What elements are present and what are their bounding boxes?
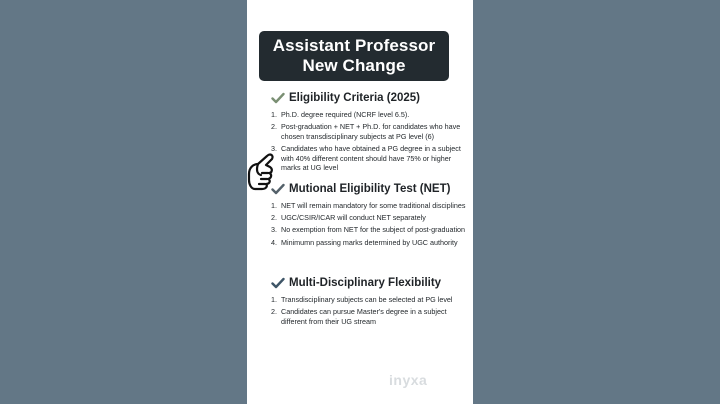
right-background-panel [473, 0, 720, 404]
section-header [271, 181, 467, 197]
section-title: Eligibility Criteria (2025) [289, 92, 421, 104]
item-number: 1. [271, 201, 277, 210]
list-item [271, 213, 467, 223]
item-number: 2. [271, 307, 277, 317]
item-number: 3. [271, 143, 277, 153]
item-number: 4. [271, 237, 277, 247]
list-item [271, 225, 467, 235]
watermark: inyxa [389, 372, 428, 388]
item-text: Minimumn passing marks determined by UGC authority [281, 237, 458, 247]
section-multidisciplinary [271, 275, 467, 329]
item-number: 1. [271, 110, 277, 119]
criteria-list [271, 110, 467, 173]
left-background-panel [0, 0, 247, 404]
list-item [271, 307, 467, 326]
title-line-2: New Change [302, 56, 406, 75]
section-header [271, 275, 467, 291]
section-net [271, 181, 467, 250]
item-number: 1. [271, 295, 277, 304]
section-header [271, 90, 467, 106]
flexibility-list [271, 295, 467, 326]
item-text: UGC/CSIR/ICAR will conduct NET separately [281, 213, 426, 223]
list-item [271, 295, 467, 305]
section-title: Mutional Eligibility Test (NET) [289, 183, 451, 195]
item-text: NET will remain mandatory for some traditional disciplines [281, 201, 466, 210]
check-icon [271, 277, 285, 289]
item-text: Post-graduation + NET + Ph.D. for candidates who have chosen transdisciplinary subjects at PG level (6) [281, 122, 461, 141]
item-text: Candidates who have obtained a PG degree in a subject with 40% different content should have 75% or higher marks at UG level [281, 143, 461, 173]
document-card [247, 0, 473, 404]
list-item [271, 122, 467, 141]
list-item [271, 110, 467, 120]
list-item [271, 201, 467, 211]
list-item [271, 238, 467, 248]
item-text: No exemption from NET for the subject of post-graduation [281, 225, 466, 235]
item-number: 2. [271, 213, 277, 223]
item-number: 3. [271, 225, 277, 235]
check-icon [271, 92, 285, 104]
section-eligibility-criteria [271, 90, 467, 175]
title-banner [259, 31, 449, 81]
item-text: Candidates can pursue Master's degree in a subject different from their UG stream [281, 307, 447, 326]
net-list [271, 201, 467, 247]
item-text: Transdisciplinary subjects can be selected at PG level [281, 295, 453, 304]
item-number: 2. [271, 122, 277, 132]
title-line-1: Assistant Professor [272, 36, 436, 55]
item-text: Ph.D. degree required (NCRF level 6.5). [281, 110, 410, 119]
section-title: Multi-Disciplinary Flexibility [289, 277, 442, 289]
list-item [271, 144, 467, 173]
pointing-hand-icon [247, 144, 283, 196]
